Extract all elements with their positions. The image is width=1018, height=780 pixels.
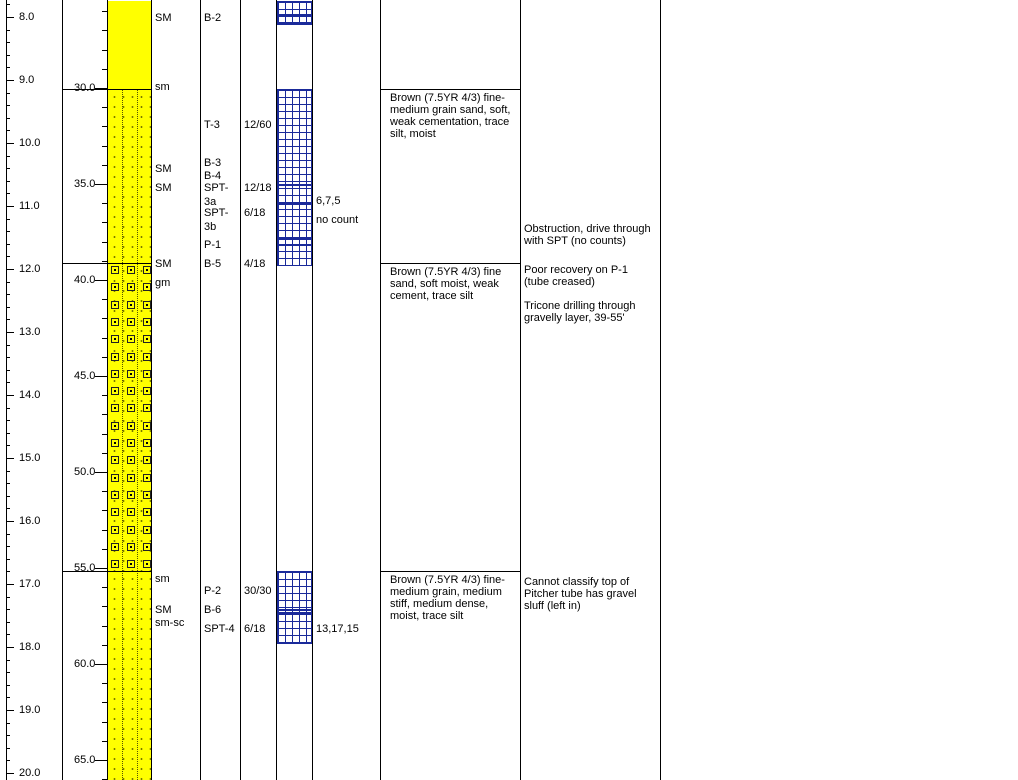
gravel-symbol [127,318,135,326]
elevation-minor-tick [6,93,10,94]
soil-description: Brown (7.5YR 4/3) fine sand, soft moist, weak cement, trace silt [390,266,502,302]
elevation-minor-tick [6,697,10,698]
gravel-symbol [111,283,119,291]
remark-block [524,576,655,624]
gravel-symbol [143,422,151,430]
depth-minor-tick [102,683,107,684]
sample-box-divider [277,14,312,16]
gravel-symbol [127,404,135,412]
elevation-label: 9.0 [19,74,35,86]
depth-minor-tick [102,318,107,319]
elevation-major-tick [6,584,14,585]
gravel-symbol [143,318,151,326]
remark-block [524,223,655,259]
depth-minor-tick [102,741,107,742]
elevation-label: 16.0 [19,515,41,527]
gravel-symbol [111,370,119,378]
description-divider [380,571,520,572]
blow-count-label: no count [316,214,359,226]
gravel-symbol [111,560,119,568]
depth-minor-tick [102,626,107,627]
gravel-symbol [127,387,135,395]
gravel-symbol [143,301,151,309]
depth-label: 60.0 [74,658,96,670]
elevation-minor-tick [6,282,10,283]
elevation-minor-tick [6,55,10,56]
remark-text: Tricone drilling through gravelly layer, 39-55' [524,300,636,324]
elevation-minor-tick [6,181,10,182]
gravel-symbol [143,508,151,516]
depth-minor-tick [102,645,107,646]
sample-box [277,1,312,23]
gravel-symbol [143,387,151,395]
sample-box-divider [277,612,312,614]
lithology-column-rule [137,89,138,262]
elevation-minor-tick [6,67,10,68]
gravel-symbol [127,370,135,378]
elevation-minor-tick [6,760,10,761]
gravel-symbol [127,474,135,482]
description-divider [380,89,520,90]
sample-id-label: P-2 [204,585,222,597]
depth-minor-tick [102,357,107,358]
depth-axis-line [62,0,63,780]
depth-label: 55.0 [74,562,96,574]
sample-box [277,571,312,643]
gravel-symbol [143,370,151,378]
sample-id-label: B-3 [204,157,222,169]
elevation-minor-tick [6,634,10,635]
gravel-symbol [127,266,135,274]
gravel-symbol [143,456,151,464]
gravel-symbol [127,543,135,551]
elevation-minor-tick [6,256,10,257]
soil-code-label: sm [155,573,170,585]
elevation-minor-tick [6,105,10,106]
sample-id-label: SPT- [204,207,229,219]
elevation-minor-tick [6,445,10,446]
elevation-major-tick [6,206,14,207]
elevation-label: 12.0 [19,263,41,275]
elevation-major-tick [6,647,14,648]
gravel-symbol [127,491,135,499]
elevation-minor-tick [6,534,10,535]
elevation-label: 18.0 [19,641,41,653]
soil-code-label: SM [155,258,172,270]
elevation-major-tick [6,773,14,774]
depth-minor-tick [102,606,107,607]
elevation-minor-tick [6,156,10,157]
sample-id-label: SPT-4 [204,623,235,635]
depth-minor-tick [102,203,107,204]
elevation-minor-tick [6,672,10,673]
depth-minor-tick [102,702,107,703]
sample-box-divider [277,203,312,205]
gravel-symbol [143,543,151,551]
gravel-symbol [111,353,119,361]
depth-minor-tick [102,299,107,300]
elevation-label: 10.0 [19,137,41,149]
gravel-symbol [143,474,151,482]
gravel-symbol [143,266,151,274]
elevation-major-tick [6,332,14,333]
elevation-minor-tick [6,118,10,119]
elevation-major-tick [6,269,14,270]
elevation-label: 13.0 [19,326,41,338]
elevation-major-tick [6,80,14,81]
recovery-label: 4/18 [244,258,266,270]
elevation-major-tick [6,143,14,144]
recovery-label: 12/18 [244,182,272,194]
column-divider-sample-box-right [312,0,313,780]
lithology-column-rule [122,89,123,262]
elevation-label: 11.0 [19,200,40,212]
elevation-major-tick [6,521,14,522]
lithology-sand-fill [108,571,151,780]
gravel-symbol [127,301,135,309]
sample-id-label: 3b [204,221,217,233]
lithology-gravel-fill [108,263,151,572]
elevation-minor-tick [6,357,10,358]
lithology-sand-fill [108,89,151,262]
depth-minor-tick [102,11,107,12]
sample-box-divider [277,244,312,246]
sample-id-label: 3a [204,196,217,208]
elevation-minor-tick [6,496,10,497]
depth-label: 45.0 [74,370,96,382]
depth-label: 40.0 [74,274,96,286]
depth-major-tick [95,472,107,473]
remark-text: Cannot classify top of Pitcher tube has gravel sluff (left in) [524,576,637,612]
depth-minor-tick [102,587,107,588]
elevation-minor-tick [6,546,10,547]
elevation-minor-tick [6,4,10,5]
elevation-minor-tick [6,471,10,472]
column-divider-remarks-right [660,0,661,780]
lithology-column-rule [122,263,123,572]
gravel-symbol [127,335,135,343]
column-divider-recovery [240,0,241,780]
gravel-symbol [127,456,135,464]
sample-box-divider [277,23,312,25]
lithology-column-rule [137,571,138,780]
sample-id-label: B-2 [204,12,222,24]
sample-id-label: SPT- [204,182,229,194]
elevation-minor-tick [6,508,10,509]
elevation-minor-tick [6,370,10,371]
gravel-symbol [111,474,119,482]
elevation-label: 15.0 [19,452,41,464]
elevation-label: 20.0 [19,767,41,779]
elevation-minor-tick [6,130,10,131]
depth-minor-tick [102,530,107,531]
depth-label: 65.0 [74,754,96,766]
gravel-symbol [143,404,151,412]
gravel-symbol [143,353,151,361]
description-divider [380,263,520,264]
soil-code-label: SM [155,12,172,24]
depth-major-tick [95,664,107,665]
gravel-symbol [111,318,119,326]
gravel-symbol [111,301,119,309]
depth-major-tick [95,760,107,761]
elevation-major-tick [6,17,14,18]
recovery-label: 6/18 [244,623,266,635]
elevation-minor-tick [6,319,10,320]
elevation-minor-tick [6,660,10,661]
depth-minor-tick [102,395,107,396]
soil-code-label: gm [155,277,171,289]
gravel-symbol [111,543,119,551]
gravel-symbol [127,439,135,447]
sample-id-label: T-3 [204,119,220,131]
lithology-column-rule [137,263,138,572]
elevation-minor-tick [6,382,10,383]
depth-minor-tick [102,107,107,108]
gravel-symbol [111,335,119,343]
elevation-minor-tick [6,168,10,169]
lithology-solid-fill [108,1,151,89]
depth-minor-tick [102,222,107,223]
gravel-symbol [143,283,151,291]
gravel-symbol [111,266,119,274]
elevation-minor-tick [6,723,10,724]
gravel-symbol [111,387,119,395]
elevation-minor-tick [6,42,10,43]
soil-code-label: SM [155,182,172,194]
depth-minor-tick [102,242,107,243]
gravel-symbol [127,508,135,516]
depth-minor-tick [102,146,107,147]
elevation-minor-tick [6,231,10,232]
depth-minor-tick [102,491,107,492]
elevation-minor-tick [6,244,10,245]
gravel-symbol [127,526,135,534]
elevation-minor-tick [6,685,10,686]
elevation-minor-tick [6,408,10,409]
elevation-minor-tick [6,748,10,749]
gravel-symbol [127,353,135,361]
soil-code-label: sm [155,81,170,93]
soil-description: Brown (7.5YR 4/3) fine-medium grain sand, soft, weak cementation, trace silt, moist [390,92,511,140]
soil-code-label: sm-sc [155,617,185,629]
soil-code-label: SM [155,604,172,616]
stratum-boundary [62,263,151,264]
lithology-column-rule [122,571,123,780]
gravel-symbol [111,491,119,499]
depth-label: 30.0 [74,82,96,94]
sample-box-divider [277,184,312,186]
elevation-minor-tick [6,433,10,434]
depth-major-tick [95,376,107,377]
elevation-axis-line [6,0,7,780]
depth-minor-tick [102,434,107,435]
depth-minor-tick [102,414,107,415]
depth-minor-tick [102,165,107,166]
gravel-symbol [143,560,151,568]
recovery-label: 12/60 [244,119,272,131]
elevation-minor-tick [6,307,10,308]
elevation-minor-tick [6,420,10,421]
gravel-symbol [111,422,119,430]
depth-minor-tick [102,510,107,511]
elevation-minor-tick [6,609,10,610]
remark-text: Obstruction, drive through with SPT (no counts) [524,223,651,247]
elevation-minor-tick [6,193,10,194]
column-divider-samples [200,0,201,780]
elevation-minor-tick [6,294,10,295]
recovery-label: 30/30 [244,585,272,597]
depth-major-tick [95,184,107,185]
column-divider-description-left [380,0,381,780]
elevation-minor-tick [6,345,10,346]
soil-code-label: SM [155,163,172,175]
elevation-label: 19.0 [19,704,41,716]
depth-minor-tick [102,722,107,723]
gravel-symbol [111,508,119,516]
column-divider-description-right [520,0,521,780]
depth-major-tick [95,280,107,281]
elevation-minor-tick [6,622,10,623]
elevation-minor-tick [6,483,10,484]
depth-label: 50.0 [74,466,96,478]
depth-minor-tick [102,338,107,339]
gravel-symbol [143,526,151,534]
gravel-symbol [111,439,119,447]
elevation-minor-tick [6,597,10,598]
depth-minor-tick [102,50,107,51]
depth-minor-tick [102,549,107,550]
remark-text: Poor recovery on P-1 (tube creased) [524,264,628,288]
gravel-symbol [127,560,135,568]
depth-minor-tick [102,30,107,31]
soil-description: Brown (7.5YR 4/3) fine-medium grain, medium stiff, medium dense, moist, trace silt [390,574,505,622]
gravel-symbol [111,404,119,412]
gravel-symbol [111,526,119,534]
elevation-minor-tick [6,219,10,220]
sample-id-label: P-1 [204,239,222,251]
sample-id-label: B-6 [204,604,222,616]
elevation-major-tick [6,710,14,711]
depth-minor-tick [102,261,107,262]
gravel-symbol [143,439,151,447]
depth-major-tick [95,88,107,89]
sample-id-label: B-4 [204,170,222,182]
recovery-label: 6/18 [244,207,266,219]
gravel-symbol [127,283,135,291]
depth-major-tick [95,568,107,569]
depth-minor-tick [102,126,107,127]
lithology-right-border [151,0,152,780]
gravel-symbol [143,491,151,499]
elevation-label: 8.0 [19,11,35,23]
elevation-major-tick [6,395,14,396]
depth-minor-tick [102,453,107,454]
sample-box-divider [277,609,312,611]
elevation-minor-tick [6,571,10,572]
elevation-minor-tick [6,559,10,560]
blow-count-label: 13,17,15 [316,623,359,635]
gravel-symbol [127,422,135,430]
gravel-symbol [111,456,119,464]
remark-block [524,264,655,336]
elevation-major-tick [6,458,14,459]
blow-count-label: 6,7,5 [316,195,341,207]
depth-label: 35.0 [74,178,96,190]
sample-id-label: B-5 [204,258,222,270]
elevation-label: 17.0 [19,578,41,590]
elevation-minor-tick [6,30,10,31]
sample-box-divider [277,238,312,240]
elevation-label: 14.0 [19,389,41,401]
elevation-minor-tick [6,735,10,736]
depth-minor-tick [102,69,107,70]
gravel-symbol [143,335,151,343]
